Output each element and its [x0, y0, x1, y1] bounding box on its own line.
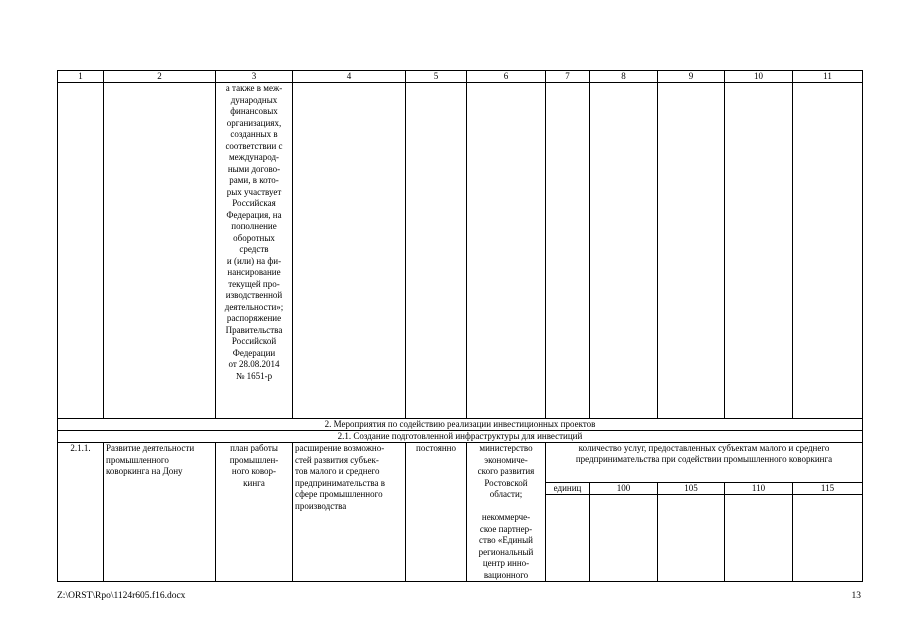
measure-executors: министерство экономиче- ского развития Ростовской области; некоммерче- ское партнер- ство «Единый региональный центр инно- вационного: [467, 443, 546, 582]
cont-cell-8: [590, 83, 658, 419]
blank-cell-9: [658, 495, 725, 582]
section-row: [58, 419, 863, 431]
subsection-title: 2.1. Создание подготовленной инфраструктуры для инвестиций: [58, 431, 863, 443]
measure-number: 2.1.1.: [58, 443, 104, 582]
file-path: Z:\ORST\Rpo\1124r605.f16.docx: [57, 591, 186, 601]
col-num-6: 6: [467, 71, 546, 83]
cont-cell-4: [293, 83, 406, 419]
continuation-row: [58, 83, 863, 419]
blank-cell-10: [725, 495, 793, 582]
col-num-7: 7: [546, 71, 590, 83]
col-num-10: 10: [725, 71, 793, 83]
cont-cell-9: [658, 83, 725, 419]
measure-row-2-1-1: [58, 443, 863, 483]
cont-cell-5: [406, 83, 467, 419]
blank-cell-7: [546, 495, 590, 582]
subsection-row: [58, 431, 863, 443]
col-num-2: 2: [104, 71, 216, 83]
measure-term: постоянно: [406, 443, 467, 582]
section-title: 2. Мероприятия по содействию реализации инвестиционных проектов: [58, 419, 863, 431]
indicator-value-4: 115: [793, 483, 863, 495]
col-num-3: 3: [216, 71, 293, 83]
col-num-8: 8: [590, 71, 658, 83]
cont-cell-7: [546, 83, 590, 419]
col-num-5: 5: [406, 71, 467, 83]
cont-cell-6: [467, 83, 546, 419]
cont-basis-text: а также в меж- дународных финансовых организациях, созданных в соответствии с международ- ными догово- рами, в кото- рых участвует Российская Федерация, на пополнение оборотных средств и (или) на фи- нансирование текущей про- изводственной деятельности»; распоряжение Правительства Российской Федерации от 28.08.2014 № 1651-р: [216, 83, 293, 419]
indicator-value-1: 100: [590, 483, 658, 495]
measure-result: расширение возможно- стей развития субъек- тов малого и среднего предпринимательства в сфере промышленного производства: [293, 443, 406, 582]
col-num-11: 11: [793, 71, 863, 83]
page-number: 13: [851, 591, 861, 601]
blank-cell-8: [590, 495, 658, 582]
col-num-9: 9: [658, 71, 725, 83]
cont-cell-2: [104, 83, 216, 419]
indicator-unit: единиц: [546, 483, 590, 495]
indicator-description: количество услуг, предоставленных субъектам малого и среднего предпринимательства при содействии промышленного коворкинга: [546, 443, 863, 483]
indicator-value-2: 105: [658, 483, 725, 495]
col-num-4: 4: [293, 71, 406, 83]
measure-basis: план работы промышлен- ного ковор- кинга: [216, 443, 293, 582]
column-number-row: [58, 71, 863, 83]
cont-cell-10: [725, 83, 793, 419]
blank-cell-11: [793, 495, 863, 582]
indicator-value-3: 110: [725, 483, 793, 495]
measures-table: [57, 70, 863, 582]
cont-cell-1: [58, 83, 104, 419]
cont-cell-11: [793, 83, 863, 419]
col-num-1: 1: [58, 71, 104, 83]
measure-name: Развитие деятельности промышленного коворкинга на Дону: [104, 443, 216, 582]
